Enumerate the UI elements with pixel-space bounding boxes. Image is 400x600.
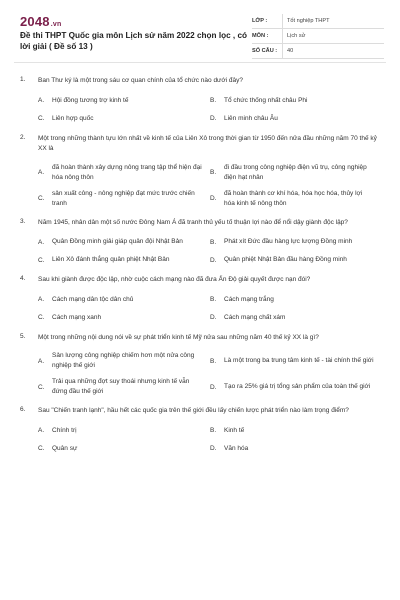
question-3 [0, 218, 400, 267]
option-a[interactable] [38, 425, 210, 437]
option-text: Là một trong ba trung tâm kinh tế - tài chính thế giới [224, 357, 374, 364]
option-text: Tổ chức thống nhất châu Phi [224, 96, 308, 104]
question-text: Một trong những thành tựu lớn nhất về kinh tế của Liên Xô trong thời gian từ 1950 đến nửa đầu những năm 70 thế kỷ XX là [38, 134, 377, 152]
option-text: Trải qua những đợt suy thoái nhưng kinh tế vẫn đứng đầu thế giới [52, 378, 190, 395]
meta-value: 40 [282, 44, 293, 58]
option-text: Liên minh châu Âu [224, 114, 278, 122]
option-letter: A. [38, 238, 45, 246]
option-letter: A. [38, 97, 45, 104]
header-divider [14, 62, 386, 63]
option-letter: D. [210, 115, 217, 122]
option-text: Phát xít Đức đầu hàng lực lượng Đồng minh [224, 238, 353, 245]
option-d[interactable] [210, 189, 382, 209]
meta-row-class [252, 14, 384, 29]
option-c[interactable] [38, 377, 210, 397]
option-text: Cách mạng dân tộc dân chủ [52, 295, 134, 303]
option-b[interactable] [210, 95, 382, 107]
question-4 [0, 275, 400, 324]
page-header [0, 0, 400, 62]
question-text: Sau khi giành được độc lập, nhờ cuộc cách mạng nào đã đưa Ấn Độ giải quyết được nạn đói? [38, 276, 311, 283]
option-grid [38, 236, 380, 266]
option-letter: C. [38, 115, 45, 122]
option-a[interactable] [38, 236, 210, 248]
option-text: đi đầu trong công nghiệp điện vũ trụ, công nghiệp điện hạt nhân [224, 163, 367, 181]
option-text: đã hoàn thành cơ khí hóa, hóa học hóa, thủy lợi hóa kinh tế nông thôn [224, 189, 363, 207]
option-letter: A. [38, 296, 45, 303]
option-a[interactable] [38, 95, 210, 107]
option-letter: A. [38, 427, 45, 434]
option-letter: D. [210, 445, 217, 452]
option-letter: D. [210, 314, 217, 321]
document-title: Đề thi THPT Quốc gia môn Lịch sử năm 2022 chọn lọc , có lời giải ( Đề số 13 ) [20, 31, 248, 51]
option-letter: A. [38, 357, 45, 365]
meta-key: MÔN : [252, 33, 269, 39]
option-grid [38, 351, 380, 397]
option-a[interactable] [38, 294, 210, 306]
meta-row-count [252, 44, 384, 59]
question-text: Sau "Chiến tranh lạnh", hầu hết các quốc gia trên thế giới đều lấy chiến lược phát triển nào làm trọng điểm? [38, 407, 349, 414]
question-1 [0, 76, 400, 125]
option-text: Văn hóa [224, 444, 249, 452]
option-a[interactable] [38, 163, 210, 183]
option-text: Cách mạng trắng [224, 295, 274, 303]
meta-value: Tốt nghiệp THPT [282, 14, 330, 28]
option-d[interactable] [210, 254, 382, 266]
option-text: Quân phiệt Nhật Bản đầu hàng Đồng minh [224, 256, 347, 263]
option-c[interactable] [38, 254, 210, 266]
logo-main: 2048 [20, 14, 50, 29]
option-text: Liên hợp quốc [52, 114, 94, 122]
option-text: Hội đồng tương trợ kinh tế [52, 96, 129, 104]
question-number: 3. [20, 217, 26, 225]
question-text: Một trong những nội dung nói về sự phát triển kinh tế Mỹ nửa sau những năm 40 thế kỷ XX là gì? [38, 333, 319, 341]
option-c[interactable] [38, 189, 210, 209]
option-letter: D. [210, 256, 217, 264]
question-text: Năm 1945, nhân dân một số nước Đông Nam Á đã tranh thủ yếu tố thuận lợi nào để nổi dậy giành độc lập? [38, 218, 348, 226]
option-grid [38, 425, 380, 455]
option-letter: A. [38, 169, 45, 176]
meta-key: SỐ CÂU : [252, 48, 278, 54]
option-grid [38, 95, 380, 125]
option-letter: C. [38, 314, 45, 321]
question-number: 1. [20, 76, 26, 83]
option-b[interactable] [210, 163, 382, 183]
option-text: Kinh tế [224, 426, 245, 434]
option-b[interactable] [210, 351, 382, 371]
question-list [0, 76, 400, 464]
option-text: Chính trị [52, 426, 77, 434]
option-letter: B. [210, 97, 217, 104]
option-grid [38, 294, 380, 324]
option-letter: B. [210, 169, 217, 176]
option-c[interactable] [38, 443, 210, 455]
option-b[interactable] [210, 425, 382, 437]
logo-suffix: .vn [50, 21, 62, 28]
option-text: Quân Đồng minh giải giáp quân đội Nhật Bản [52, 238, 183, 245]
option-letter: C. [38, 195, 45, 202]
question-number: 4. [20, 275, 26, 282]
option-letter: B. [210, 357, 217, 365]
option-letter: B. [210, 427, 217, 434]
meta-key: LỚP : [252, 18, 268, 24]
option-d[interactable] [210, 113, 382, 125]
option-letter: D. [210, 195, 217, 202]
question-text: Ban Thư ký là một trong sáu cơ quan chính của tổ chức nào dưới đây? [38, 77, 244, 84]
option-c[interactable] [38, 113, 210, 125]
question-5 [0, 333, 400, 398]
question-number: 5. [20, 332, 26, 340]
option-d[interactable] [210, 443, 382, 455]
option-letter: C. [38, 383, 45, 391]
question-number: 2. [20, 133, 26, 141]
option-text: đã hoàn thành xây dựng nông trang tập thể hiện đại hóa nông thôn [52, 163, 202, 181]
option-d[interactable] [210, 377, 382, 397]
option-letter: C. [38, 445, 45, 452]
meta-table [252, 14, 384, 59]
option-text: sản xuất công - nông nghiệp đạt mức trước chiến tranh [52, 189, 195, 207]
option-b[interactable] [210, 236, 382, 248]
option-text: Liên Xô đánh thắng quân phiệt Nhật Bản [52, 256, 170, 263]
meta-value: Lịch sử [282, 29, 305, 43]
option-text: Tạo ra 25% giá trị tổng sản phẩm của toàn thế giới [224, 383, 371, 390]
question-6 [0, 406, 400, 455]
option-d[interactable] [210, 312, 382, 324]
option-b[interactable] [210, 294, 382, 306]
option-a[interactable] [38, 351, 210, 371]
site-logo[interactable] [20, 14, 61, 29]
option-text: Cách mạng xanh [52, 313, 102, 321]
option-letter: D. [210, 383, 217, 391]
option-text: Cách mạng chất xám [224, 313, 286, 321]
question-2 [0, 134, 400, 209]
option-letter: B. [210, 238, 217, 246]
option-text: Quân sự [52, 444, 78, 452]
meta-row-subject [252, 29, 384, 44]
question-number: 6. [20, 406, 26, 413]
option-letter: C. [38, 256, 45, 264]
option-letter: B. [210, 296, 217, 303]
option-grid [38, 163, 380, 209]
option-c[interactable] [38, 312, 210, 324]
option-text: Sản lượng công nghiệp chiếm hơn một nửa công nghiệp thế giới [52, 352, 195, 369]
